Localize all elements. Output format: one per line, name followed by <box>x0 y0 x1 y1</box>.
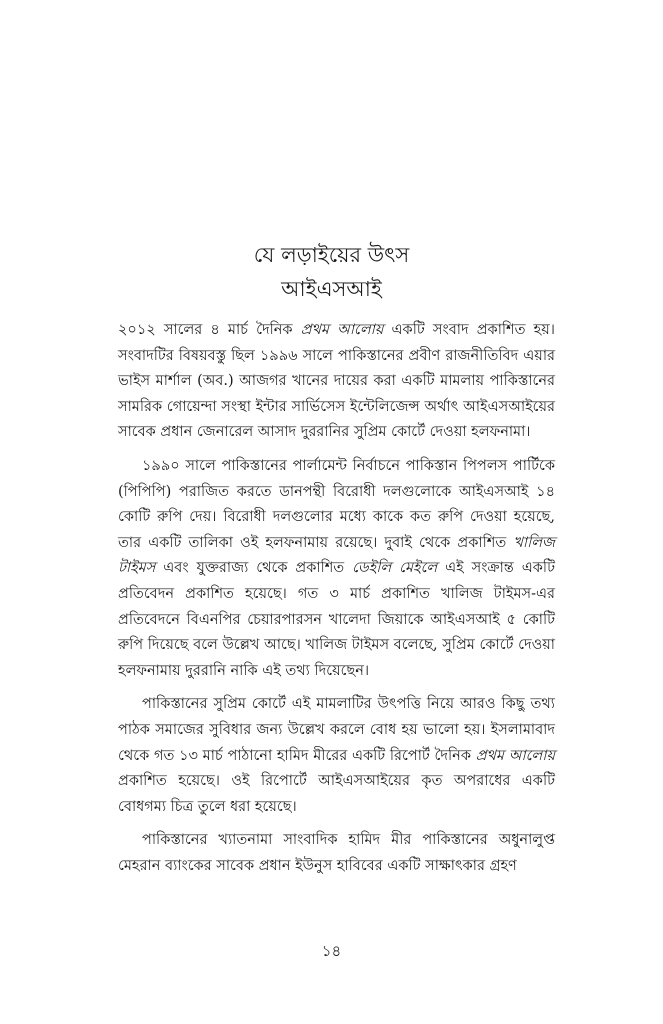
paragraph-4 <box>118 828 555 879</box>
paragraph-2 <box>118 454 555 684</box>
chapter-title-line-2: আইএসআই <box>281 277 382 301</box>
paragraph-2-newspaper-name-1: খালিজ টাইমস <box>118 534 555 577</box>
paragraph-3-text-a: পাকিস্তানের সুপ্রিম কোর্টে এই মামলাটির উৎপত্তি নিয়ে আরও কিছু তথ্য পাঠক সমাজের সুবিধার জন্য উল্লেখ করলে বোধ হয় ভালো হয়। ইসলামাবাদ থেকে গত ১৩ মার্চ পাঠানো হামিদ মীরের একটি রিপোর্ট দৈনিক <box>118 696 555 764</box>
paragraph-2-newspaper-name-2: ডেইলি মেইলে <box>352 560 438 577</box>
paragraph-1-text-a: ২০১২ সালের ৪ মার্চ দৈনিক <box>118 322 301 338</box>
page-number: ১৪ <box>321 942 342 960</box>
paragraph-2-text-a: ১৯৯০ সালে পাকিস্তানের পার্লামেন্ট নির্বাচনে পাকিস্তান পিপলস পার্টিকে (পিপিপি) পরাজিত করতে ডানপন্থী বিরোধী দলগুলোকে আইএসআই ১৪ কোটি রুপি দেয়। বিরোধী দলগুলোর মধ্যে কাকে কত রুপি দেওয়া হয়েছে, তার একটি তালিকা ওই হলফনামায় রয়েছে। দুবাই থেকে প্রকাশিত <box>118 457 555 551</box>
chapter-title-line-1: যে লড়াইয়ের উৎস <box>253 243 410 267</box>
paragraph-2-text-b: এবং যুক্তরাজ্য থেকে প্রকাশিত <box>155 560 353 577</box>
paragraph-3-newspaper-name: প্রথম আলোয় <box>475 747 555 764</box>
paragraph-1 <box>118 318 555 446</box>
chapter-title <box>0 238 663 306</box>
paragraph-1-text-b: একটি সংবাদ প্রকাশিত হয়। সংবাদটির বিষয়বস্তু ছিল ১৯৯৬ সালে পাকিস্তানের প্রবীণ রাজনীতিবিদ এয়ার ভাইস মার্শাল (অব.) আজগর খানের দায়ের করা একটি মামলায় পাকিস্তানের সামরিক গোয়েন্দা সংস্থা ইন্টার সার্ভিসেস ইন্টেলিজেন্স অর্থাৎ আইএসআইয়ের সাবেক প্রধান জেনারেল আসাদ দুররানির সুপ্রিম কোর্টে দেওয়া হলফনামা। <box>118 322 555 441</box>
paragraph-3 <box>118 692 555 820</box>
paragraph-4-text-a: পাকিস্তানের খ্যাতনামা সাংবাদিক হামিদ মীর পাকিস্তানের অধুনালুপ্ত মেহরান ব্যাংকের সাবেক প্রধান ইউনুস হাবিবের একটি সাক্ষাৎকার গ্রহণ <box>118 832 555 874</box>
paragraph-2-text-c: এই সংক্রান্ত একটি প্রতিবেদন প্রকাশিত হয়েছে। গত ৩ মার্চ প্রকাশিত খালিজ টাইমস-এর প্রতিবেদনে বিএনপির চেয়ারপারসন খালেদা জিয়াকে আইএসআই ৫ কোটি রুপি দিয়েছে বলে উল্লেখ আছে। খালিজ টাইমস বলেছে, সুপ্রিম কোর্টে দেওয়া হলফনামায় দুররানি নাকি এই তথ্য দিয়েছেন। <box>118 560 555 679</box>
paragraph-3-text-b: প্রকাশিত হয়েছে। ওই রিপোর্টে আইএসআইয়ের কৃত অপরাধের একটি বোধগম্য চিত্র তুলে ধরা হয়েছে। <box>118 773 555 815</box>
paragraph-1-newspaper-name: প্রথম আলোয় <box>300 322 384 338</box>
body-text <box>118 318 555 879</box>
